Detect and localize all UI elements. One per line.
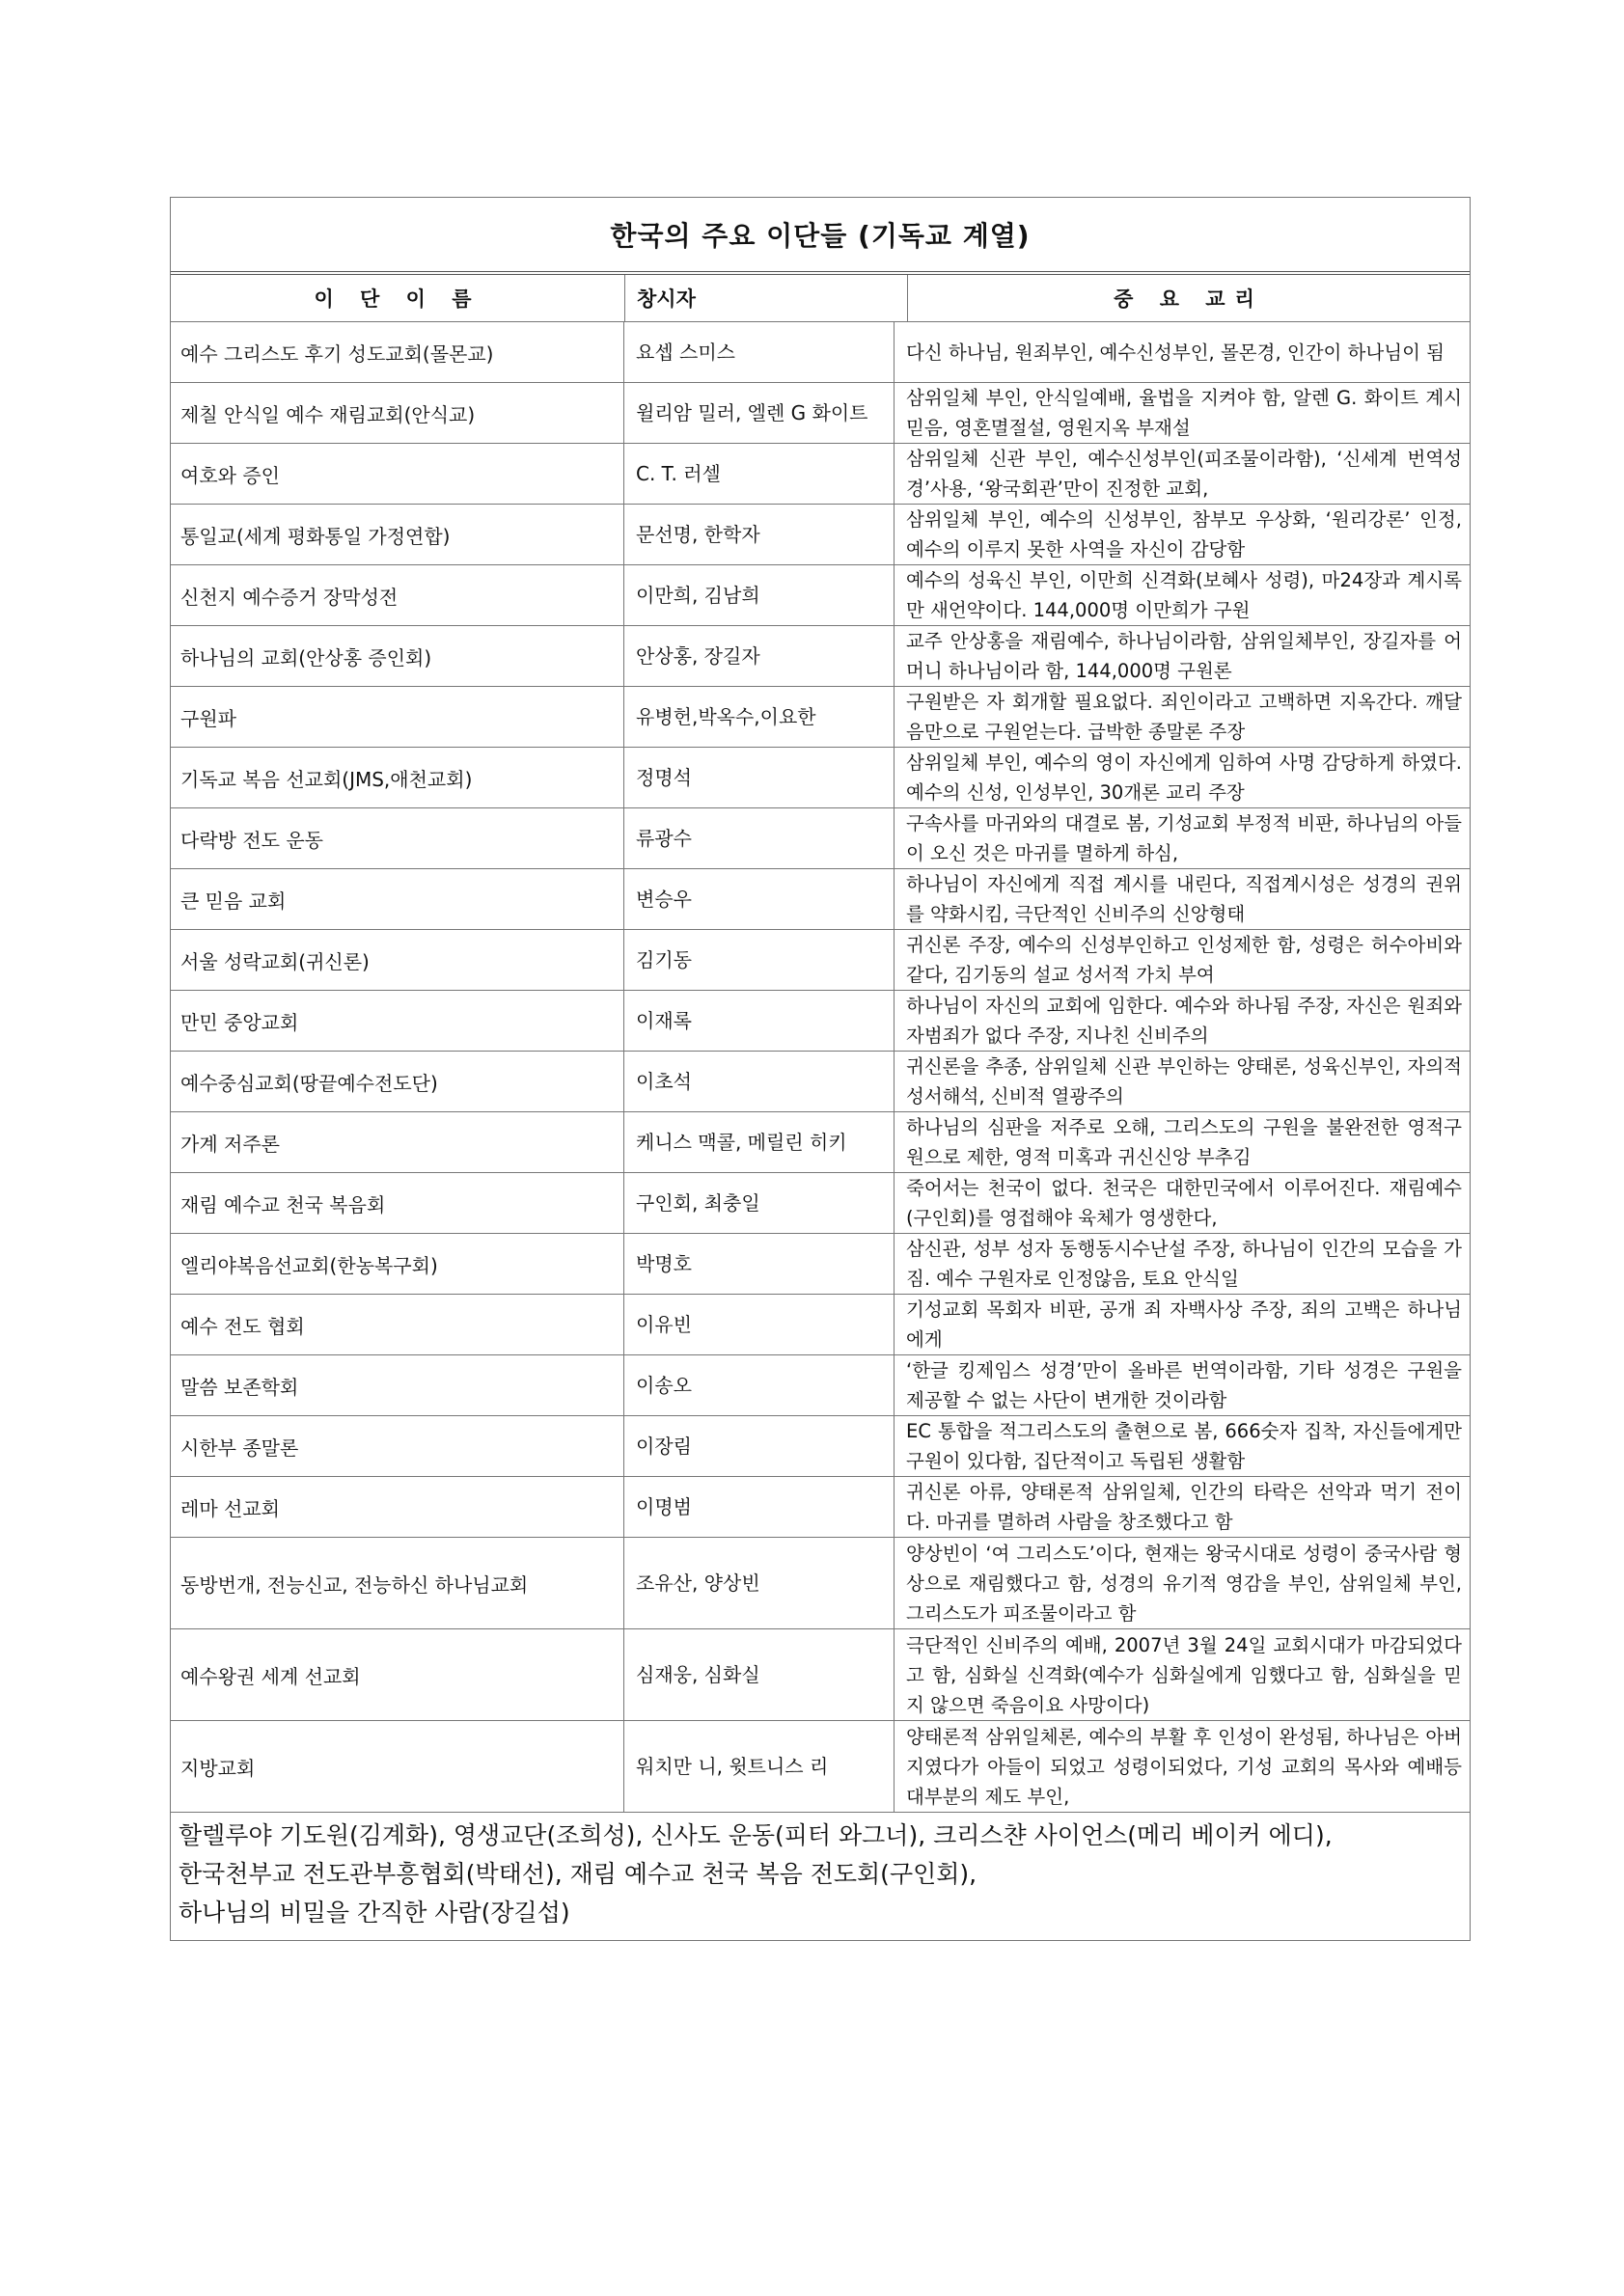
founder-text: 케니스 맥콜, 메릴린 히키 <box>636 1131 847 1154</box>
doctrine <box>895 1416 1470 1476</box>
founder <box>624 808 895 868</box>
doctrine <box>895 869 1470 929</box>
cult-name: 레마 선교회 <box>171 1477 624 1537</box>
cult-name: 통일교(세계 평화통일 가정연합) <box>171 505 624 564</box>
founder-text: 워치만 니, 윗트니스 리 <box>636 1755 829 1778</box>
table-row <box>171 1234 1470 1295</box>
table-row <box>171 1477 1470 1538</box>
founder-text: C. T. 러셀 <box>636 462 721 485</box>
doctrine-text: 교주 안상홍을 재림예수, 하나님이라함, 삼위일체부인, 장길자를 어머니 하나님이라 함, 144,000명 구원론 <box>906 630 1462 682</box>
table-row <box>171 322 1470 383</box>
cult-name: 다락방 전도 운동 <box>171 808 624 868</box>
cult-name: 예수 그리스도 후기 성도교회(몰몬교) <box>171 322 624 382</box>
doctrine <box>895 748 1470 807</box>
founder-text: 윌리암 밀러, 엘렌 G 화이트 <box>636 401 868 424</box>
doctrine <box>895 1629 1470 1720</box>
table-row <box>171 505 1470 565</box>
doctrine-text: 귀신론 주장, 예수의 신성부인하고 인성제한 함, 성령은 허수아비와 같다, 김기동의 설교 성서적 가치 부여 <box>906 934 1462 986</box>
doctrine <box>895 1721 1470 1812</box>
doctrine <box>895 565 1470 625</box>
founder <box>624 869 895 929</box>
founder-text: 변승우 <box>636 888 692 911</box>
founder-text: 이장림 <box>636 1435 692 1458</box>
cult-name: 재림 예수교 천국 복음회 <box>171 1173 624 1233</box>
founder-text: 이명범 <box>636 1495 692 1518</box>
founder <box>624 565 895 625</box>
founder-text: 문선명, 한학자 <box>636 523 760 546</box>
doctrine <box>895 1234 1470 1294</box>
cult-name: 시한부 종말론 <box>171 1416 624 1476</box>
table-row <box>171 565 1470 626</box>
founder <box>624 1234 895 1294</box>
doctrine-text: 삼신관, 성부 성자 동행동시수난설 주장, 하나님이 인간의 모습을 가짐. 예수 구원자로 인정않음, 토요 안식일 <box>906 1238 1462 1290</box>
footer-line: 할렐루야 기도원(김계화), 영생교단(조희성), 신사도 운동(피터 와그너), 크리스챤 사이언스(메리 베이커 에디), <box>179 1821 1333 1849</box>
doctrine <box>895 1295 1470 1354</box>
doctrine-text: 삼위일체 신관 부인, 예수신성부인(피조물이라함), ‘신세계 번역성경’사용, ‘왕국회관’만이 진정한 교회, <box>906 448 1462 500</box>
cult-name: 엘리야복음선교회(한농복구회) <box>171 1234 624 1294</box>
table-row <box>171 991 1470 1052</box>
founder <box>624 1355 895 1415</box>
cult-name: 예수왕권 세계 선교회 <box>171 1629 624 1720</box>
doctrine-text: 삼위일체 부인, 예수의 신성부인, 참부모 우상화, ‘원리강론’ 인정, 예수의 이루지 못한 사역을 자신이 감당함 <box>906 508 1462 560</box>
cult-name: 동방번개, 전능신교, 전능하신 하나님교회 <box>171 1538 624 1628</box>
founder <box>624 626 895 686</box>
table-row <box>171 1538 1470 1629</box>
table-header <box>171 275 1470 322</box>
page-title: 한국의 주요 이단들 (기독교 계열) <box>171 198 1470 275</box>
table-row <box>171 1173 1470 1234</box>
founder-text: 심재웅, 심화실 <box>636 1663 760 1686</box>
table-row <box>171 1721 1470 1813</box>
header-founder: 창시자 <box>625 275 908 321</box>
table-row <box>171 1416 1470 1477</box>
founder <box>624 1173 895 1233</box>
doctrine-text: 다신 하나님, 원죄부인, 예수신성부인, 몰몬경, 인간이 하나님이 됨 <box>906 341 1445 364</box>
doctrine-text: 하나님이 자신에게 직접 계시를 내린다, 직접계시성은 성경의 권위를 약화시킴, 극단적인 신비주의 신앙형태 <box>906 873 1462 925</box>
table-row <box>171 1112 1470 1173</box>
cult-name: 가계 저주론 <box>171 1112 624 1172</box>
doctrine-text: 죽어서는 천국이 없다. 천국은 대한민국에서 이루어진다. 재림예수(구인회)를 영접해야 육체가 영생한다, <box>906 1177 1462 1229</box>
cult-name: 큰 믿음 교회 <box>171 869 624 929</box>
doctrine-text: 삼위일체 부인, 안식일예배, 율법을 지켜야 함, 알렌 G. 화이트 계시 믿음, 영혼멸절설, 영원지옥 부재설 <box>906 387 1462 439</box>
table-row <box>171 869 1470 930</box>
header-doctrine: 중 요 교리 <box>1114 287 1264 311</box>
founder-text: 조유산, 양상빈 <box>636 1572 760 1595</box>
founder-text: 요셉 스미스 <box>636 341 735 364</box>
founder-text: 이만희, 김남희 <box>636 584 760 607</box>
doctrine <box>895 1173 1470 1233</box>
cult-name: 예수중심교회(땅끝예수전도단) <box>171 1052 624 1111</box>
cult-name: 서울 성락교회(귀신론) <box>171 930 624 990</box>
doctrine-text: 구원받은 자 회개할 필요없다. 죄인이라고 고백하면 지옥간다. 깨달음만으로 구원얻는다. 급박한 종말론 주장 <box>906 691 1462 743</box>
doctrine-text: 구속사를 마귀와의 대결로 봄, 기성교회 부정적 비판, 하나님의 아들이 오신 것은 마귀를 멸하게 하심, <box>906 812 1462 864</box>
founder-text: 류광수 <box>636 827 692 850</box>
table-row <box>171 444 1470 505</box>
table-body <box>171 322 1470 1813</box>
founder-text: 안상홍, 장길자 <box>636 644 760 668</box>
founder-text: 구인회, 최충일 <box>636 1191 760 1215</box>
table-row <box>171 930 1470 991</box>
cult-name: 기독교 복음 선교회(JMS,애천교회) <box>171 748 624 807</box>
doctrine <box>895 322 1470 382</box>
doctrine <box>895 991 1470 1051</box>
table-row <box>171 1629 1470 1721</box>
header-name: 이 단 이 름 <box>171 275 625 321</box>
table-row <box>171 748 1470 808</box>
table-row <box>171 687 1470 748</box>
doctrine <box>895 808 1470 868</box>
founder <box>624 322 895 382</box>
doctrine <box>895 626 1470 686</box>
table-row <box>171 1295 1470 1355</box>
founder <box>624 687 895 747</box>
cult-name: 하나님의 교회(안상홍 증인회) <box>171 626 624 686</box>
document-table <box>170 197 1471 1941</box>
doctrine-text: 귀신론 아류, 양태론적 삼위일체, 인간의 타락은 선악과 먹기 전이다. 마귀를 멸하려 사람을 창조했다고 함 <box>906 1481 1462 1533</box>
doctrine <box>895 687 1470 747</box>
doctrine-text: 양상빈이 ‘여 그리스도’이다, 현재는 왕국시대로 성령이 중국사람 형상으로 재림했다고 함, 성경의 유기적 영감을 부인, 삼위일체 부인, 그리스도가 피조물이라고 함 <box>906 1542 1462 1625</box>
doctrine <box>895 505 1470 564</box>
cult-name: 구원파 <box>171 687 624 747</box>
founder-text: 이초석 <box>636 1070 692 1093</box>
table-row <box>171 1052 1470 1112</box>
doctrine <box>895 383 1470 443</box>
doctrine <box>895 1112 1470 1172</box>
cult-name: 지방교회 <box>171 1721 624 1812</box>
doctrine <box>895 1538 1470 1628</box>
founder <box>624 383 895 443</box>
founder <box>624 930 895 990</box>
doctrine-text: 하나님의 심판을 저주로 오해, 그리스도의 구원을 불완전한 영적구원으로 제한, 영적 미혹과 귀신신앙 부추김 <box>906 1116 1462 1168</box>
table-row <box>171 808 1470 869</box>
cult-name: 말씀 보존학회 <box>171 1355 624 1415</box>
doctrine <box>895 930 1470 990</box>
cult-name: 제칠 안식일 예수 재림교회(안식교) <box>171 383 624 443</box>
founder-text: 김기동 <box>636 948 692 971</box>
cult-name: 신천지 예수증거 장막성전 <box>171 565 624 625</box>
founder <box>624 748 895 807</box>
founder <box>624 1629 895 1720</box>
doctrine-text: 양태론적 삼위일체론, 예수의 부활 후 인성이 완성됨, 하나님은 아버지였다가 아들이 되었고 성령이되었다, 기성 교회의 목사와 예배등 대부분의 제도 부인, <box>906 1725 1462 1808</box>
founder-text: 이유빈 <box>636 1313 692 1336</box>
doctrine-text: ‘한글 킹제임스 성경’만이 올바른 번역이라함, 기타 성경은 구원을 제공할 수 없는 사단이 변개한 것이라함 <box>906 1359 1462 1411</box>
doctrine-text: 삼위일체 부인, 예수의 영이 자신에게 임하여 사명 감당하게 하였다. 예수의 신성, 인성부인, 30개론 교리 주장 <box>906 752 1462 804</box>
founder <box>624 1416 895 1476</box>
footer-line: 한국천부교 전도관부흥협회(박태선), 재림 예수교 천국 복음 전도회(구인회), <box>179 1860 977 1888</box>
founder-text: 이재록 <box>636 1009 692 1032</box>
cult-name: 여호와 증인 <box>171 444 624 504</box>
doctrine <box>895 1477 1470 1537</box>
founder <box>624 1538 895 1628</box>
founder-text: 이송오 <box>636 1374 692 1397</box>
founder-text: 유병헌,박옥수,이요한 <box>636 705 816 728</box>
founder <box>624 1721 895 1812</box>
founder <box>624 1295 895 1354</box>
doctrine-text: 귀신론을 추종, 삼위일체 신관 부인하는 양태론, 성육신부인, 자의적 성서해석, 신비적 열광주의 <box>906 1055 1462 1107</box>
doctrine <box>895 1052 1470 1111</box>
founder <box>624 1052 895 1111</box>
table-row <box>171 626 1470 687</box>
founder <box>624 505 895 564</box>
founder <box>624 444 895 504</box>
founder-text: 박명호 <box>636 1252 692 1275</box>
founder <box>624 1112 895 1172</box>
cult-name: 만민 중앙교회 <box>171 991 624 1051</box>
founder <box>624 1477 895 1537</box>
doctrine-text: 예수의 성육신 부인, 이만희 신격화(보혜사 성령), 마24장과 계시록만 새언약이다. 144,000명 이만희가 구원 <box>906 569 1462 621</box>
footer-note <box>171 1813 1470 1940</box>
doctrine-text: 기성교회 목회자 비판, 공개 죄 자백사상 주장, 죄의 고백은 하나님에게 <box>906 1298 1462 1351</box>
founder-text: 정명석 <box>636 766 692 789</box>
founder <box>624 991 895 1051</box>
table-row <box>171 383 1470 444</box>
table-row <box>171 1355 1470 1416</box>
doctrine-text: EC 통합을 적그리스도의 출현으로 봄, 666숫자 집착, 자신들에게만 구원이 있다함, 집단적이고 독립된 생활함 <box>906 1420 1462 1472</box>
footer-line: 하나님의 비밀을 간직한 사람(장길섭) <box>179 1899 570 1927</box>
doctrine-text: 극단적인 신비주의 예배, 2007년 3월 24일 교회시대가 마감되었다고 함, 심화실 신격화(예수가 심화실에게 임했다고 함, 심화실을 믿지 않으면 죽음이요 사망이다) <box>906 1633 1462 1716</box>
doctrine <box>895 444 1470 504</box>
cult-name: 예수 전도 협회 <box>171 1295 624 1354</box>
doctrine-text: 하나님이 자신의 교회에 임한다. 예수와 하나됨 주장, 자신은 원죄와 자범죄가 없다 주장, 지나친 신비주의 <box>906 995 1462 1047</box>
doctrine <box>895 1355 1470 1415</box>
